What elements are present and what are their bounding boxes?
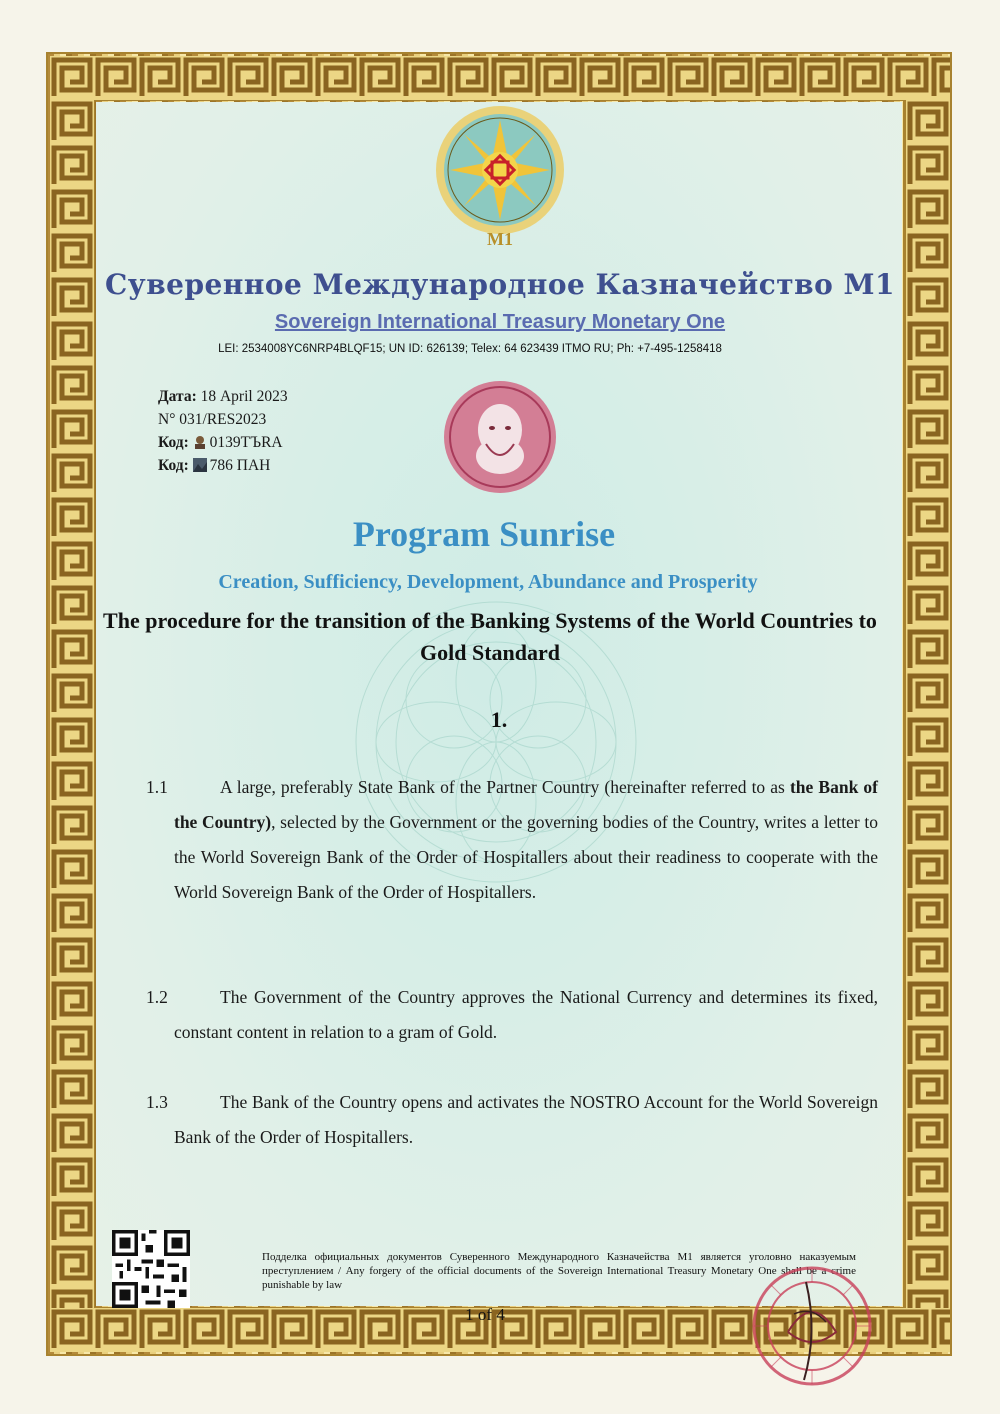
clause-number: 1.3 [146, 1092, 168, 1112]
clause-text-part: A large, preferably State Bank of the Partner Country (hereinafter referred to as [220, 777, 790, 797]
program-subtitle: Creation, Sufficiency, Development, Abundance and Prosperity [218, 571, 758, 593]
clause-1-1 [146, 770, 878, 910]
forgery-disclaimer: Подделка официальных документов Суверенного Международного Казначейства М1 является уголовно наказуемым преступлением / Any forgery of the official documents of the Sovereign International Treasury Monetary One shall be a crime punishable by law [262, 1251, 856, 1291]
clause-text-part: , selected by the Government or the governing bodies of the Country, writes a letter to the World Sovereign Bank of the Order of Hospitallers about their readiness to cooperate with the World Sovereign Bank of the Order of Hospitallers. [174, 812, 878, 902]
clause-text: The Government of the Country approves the National Currency and determines its fixed, constant content in relation to a gram of Gold. [174, 987, 878, 1042]
treasury-emblem-logo [428, 100, 572, 252]
code-row-2 [158, 454, 288, 477]
clause-text [174, 770, 878, 910]
document-meta [158, 385, 288, 477]
code2-label: Код: [158, 457, 189, 474]
date-row [158, 385, 288, 408]
clause-1-3 [146, 1085, 878, 1155]
date-value: 18 April 2023 [200, 388, 288, 405]
code1-value: 0139ТЪRA [209, 434, 283, 451]
emblem-letters: M1 [487, 229, 513, 249]
portrait-stamp-seal [441, 378, 559, 496]
program-heading: The procedure for the transition of the Banking Systems of the World Countries to Gold Standard [103, 608, 877, 665]
clause-text-bold: the Bank of the Country) [174, 777, 878, 832]
landscape-icon [193, 456, 207, 470]
organization-name-ru: Суверенное Международное Казначейство М1 [105, 268, 895, 301]
program-title: Program Sunrise [352, 514, 616, 554]
portrait-icon [193, 433, 207, 447]
section-number: 1. [490, 707, 508, 732]
clause-number: 1.1 [146, 777, 168, 797]
date-label: Дата: [158, 388, 197, 405]
page-number: 1 of 4 [465, 1305, 505, 1324]
code2-value: 786 ПАН [209, 457, 271, 474]
organization-name-en: Sovereign International Treasury Monetary One [274, 311, 726, 333]
clause-1-2 [146, 980, 878, 1050]
qr-code[interactable] [112, 1230, 190, 1308]
official-seal-stamp [748, 1262, 876, 1390]
registration-identifiers: LEI: 2534008YC6NRP4BLQF15; UN ID: 626139; Telex: 64 623439 ITMO RU; Ph: +7-495-1258418 [218, 343, 722, 355]
greek-key-top [50, 56, 950, 100]
clause-text: The Bank of the Country opens and activates the NOSTRO Account for the World Sovereign Bank of the Order of Hospitallers. [174, 1092, 878, 1147]
document-number: N° 031/RES2023 [158, 411, 267, 428]
code1-label: Код: [158, 434, 189, 451]
code-row-1 [158, 431, 288, 454]
clause-number: 1.2 [146, 987, 168, 1007]
